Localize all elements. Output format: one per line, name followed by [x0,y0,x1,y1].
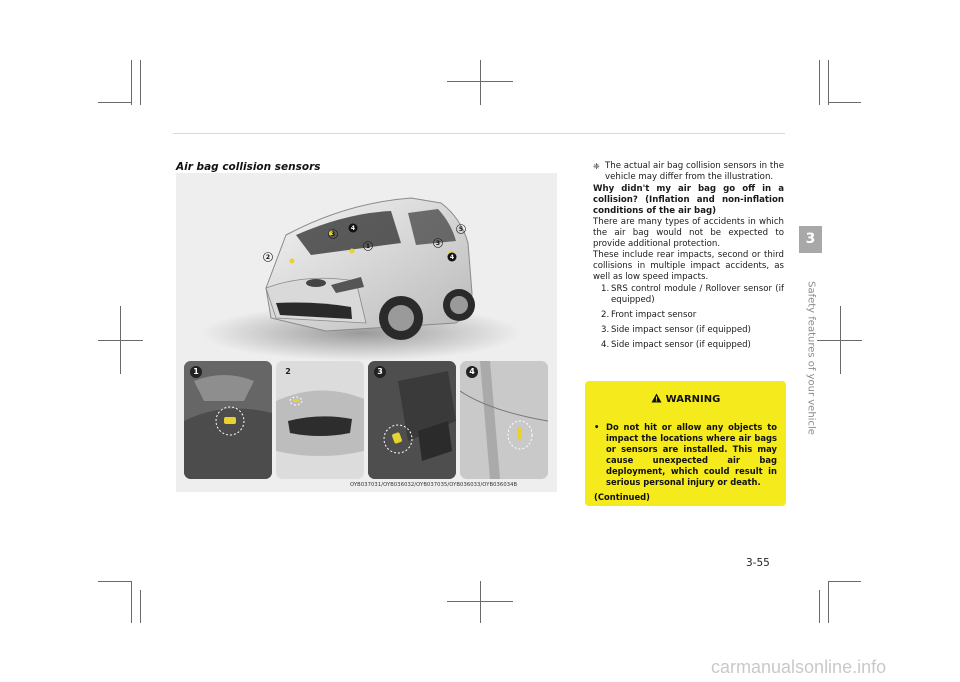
list-item [593,284,784,306]
watermark: carmanualsonline.info [711,657,887,677]
crop-mark [447,81,513,82]
text-column [593,161,784,355]
page-number: 3-55 [746,557,770,569]
list-item-text: SRS control module / Rollover sensor (if equipped) [611,284,784,305]
panel-number-badge: 2 [285,367,291,376]
panel-number-badge: 3 [374,366,386,378]
panel-number-badge: 4 [466,366,478,378]
sensor-list [593,284,784,351]
door-trim-illustration [368,361,456,479]
detail-panel-4 [460,361,548,479]
crop-mark [828,581,861,582]
crop-mark [480,581,481,623]
warning-title [585,393,786,405]
bullet-icon: • [594,422,600,432]
detail-panel-3 [368,361,456,479]
crop-mark [131,60,132,105]
crop-mark [140,590,141,623]
list-item-text: Front impact sensor [611,310,697,320]
crop-mark [140,60,141,105]
list-item-number: 4. [601,340,610,350]
callout-label: 2 [265,254,271,261]
warning-text: Do not hit or allow any objects to impact the locations where air bags or sensors are installed. This may cause unexpected air bag deployment, which could result in serious personal injury or death. [606,422,777,487]
callout-label: 5 [458,226,464,233]
paragraph: There are many types of accidents in which the air bag would not be expected to provide additional protection. [593,217,784,249]
front-bumper-illustration [276,361,364,479]
warning-title-text: WARNING [665,394,721,405]
crop-mark [98,340,143,341]
warning-triangle-icon [651,393,662,403]
list-item [593,325,784,336]
section-title: Air bag collision sensors [176,161,321,173]
note-symbol-icon: ❈ [593,162,600,171]
detail-panel-1 [184,361,272,479]
crop-mark [817,340,862,341]
callout-label: 4 [350,225,356,232]
paragraph: These include rear impacts, second or third collisions in multiple impact accidents, as well as low speed impacts. [593,250,784,282]
callout-label: 3 [330,231,336,238]
crop-mark [98,102,131,103]
figure-caption: OYB037031/OYB036032/OYB037035/OYB036033/OYB036034B [350,482,518,488]
crop-mark [447,601,513,602]
warning-bullet [594,422,777,488]
crop-mark [131,581,132,623]
illustration-note [593,161,784,183]
question-heading: Why didn't my air bag go off in a collision? (Inflation and non-inflation conditions of the air bag) [593,184,784,216]
continued-label: (Continued) [594,492,650,502]
note-text: The actual air bag collision sensors in the vehicle may differ from the illustration. [605,161,784,182]
list-item-text: Side impact sensor (if equipped) [611,325,751,335]
callout-label: 3 [435,240,441,247]
callout-label: 1 [365,243,371,250]
list-item-text: Side impact sensor (if equipped) [611,340,751,350]
warning-body [594,422,777,503]
warning-box [585,381,786,506]
console-illustration [184,361,272,479]
crop-mark [819,60,820,105]
crop-mark [828,102,861,103]
chapter-tab: 3 [799,226,822,253]
list-item [593,310,784,321]
list-item-number: 2. [601,310,610,320]
door-pillar-illustration [460,361,548,479]
list-item [593,340,784,351]
panel-number-badge: 1 [190,366,202,378]
crop-mark [819,590,820,623]
header-rule [173,133,785,134]
detail-panel-2 [276,361,364,479]
list-item-number: 3. [601,325,610,335]
callout-label: 4 [449,254,455,261]
crop-mark [828,581,829,623]
crop-mark [480,60,481,105]
crop-mark [98,581,131,582]
list-item-number: 1. [601,284,610,294]
crop-mark [828,60,829,105]
chapter-label: Safety features of your vehicle [805,281,817,435]
